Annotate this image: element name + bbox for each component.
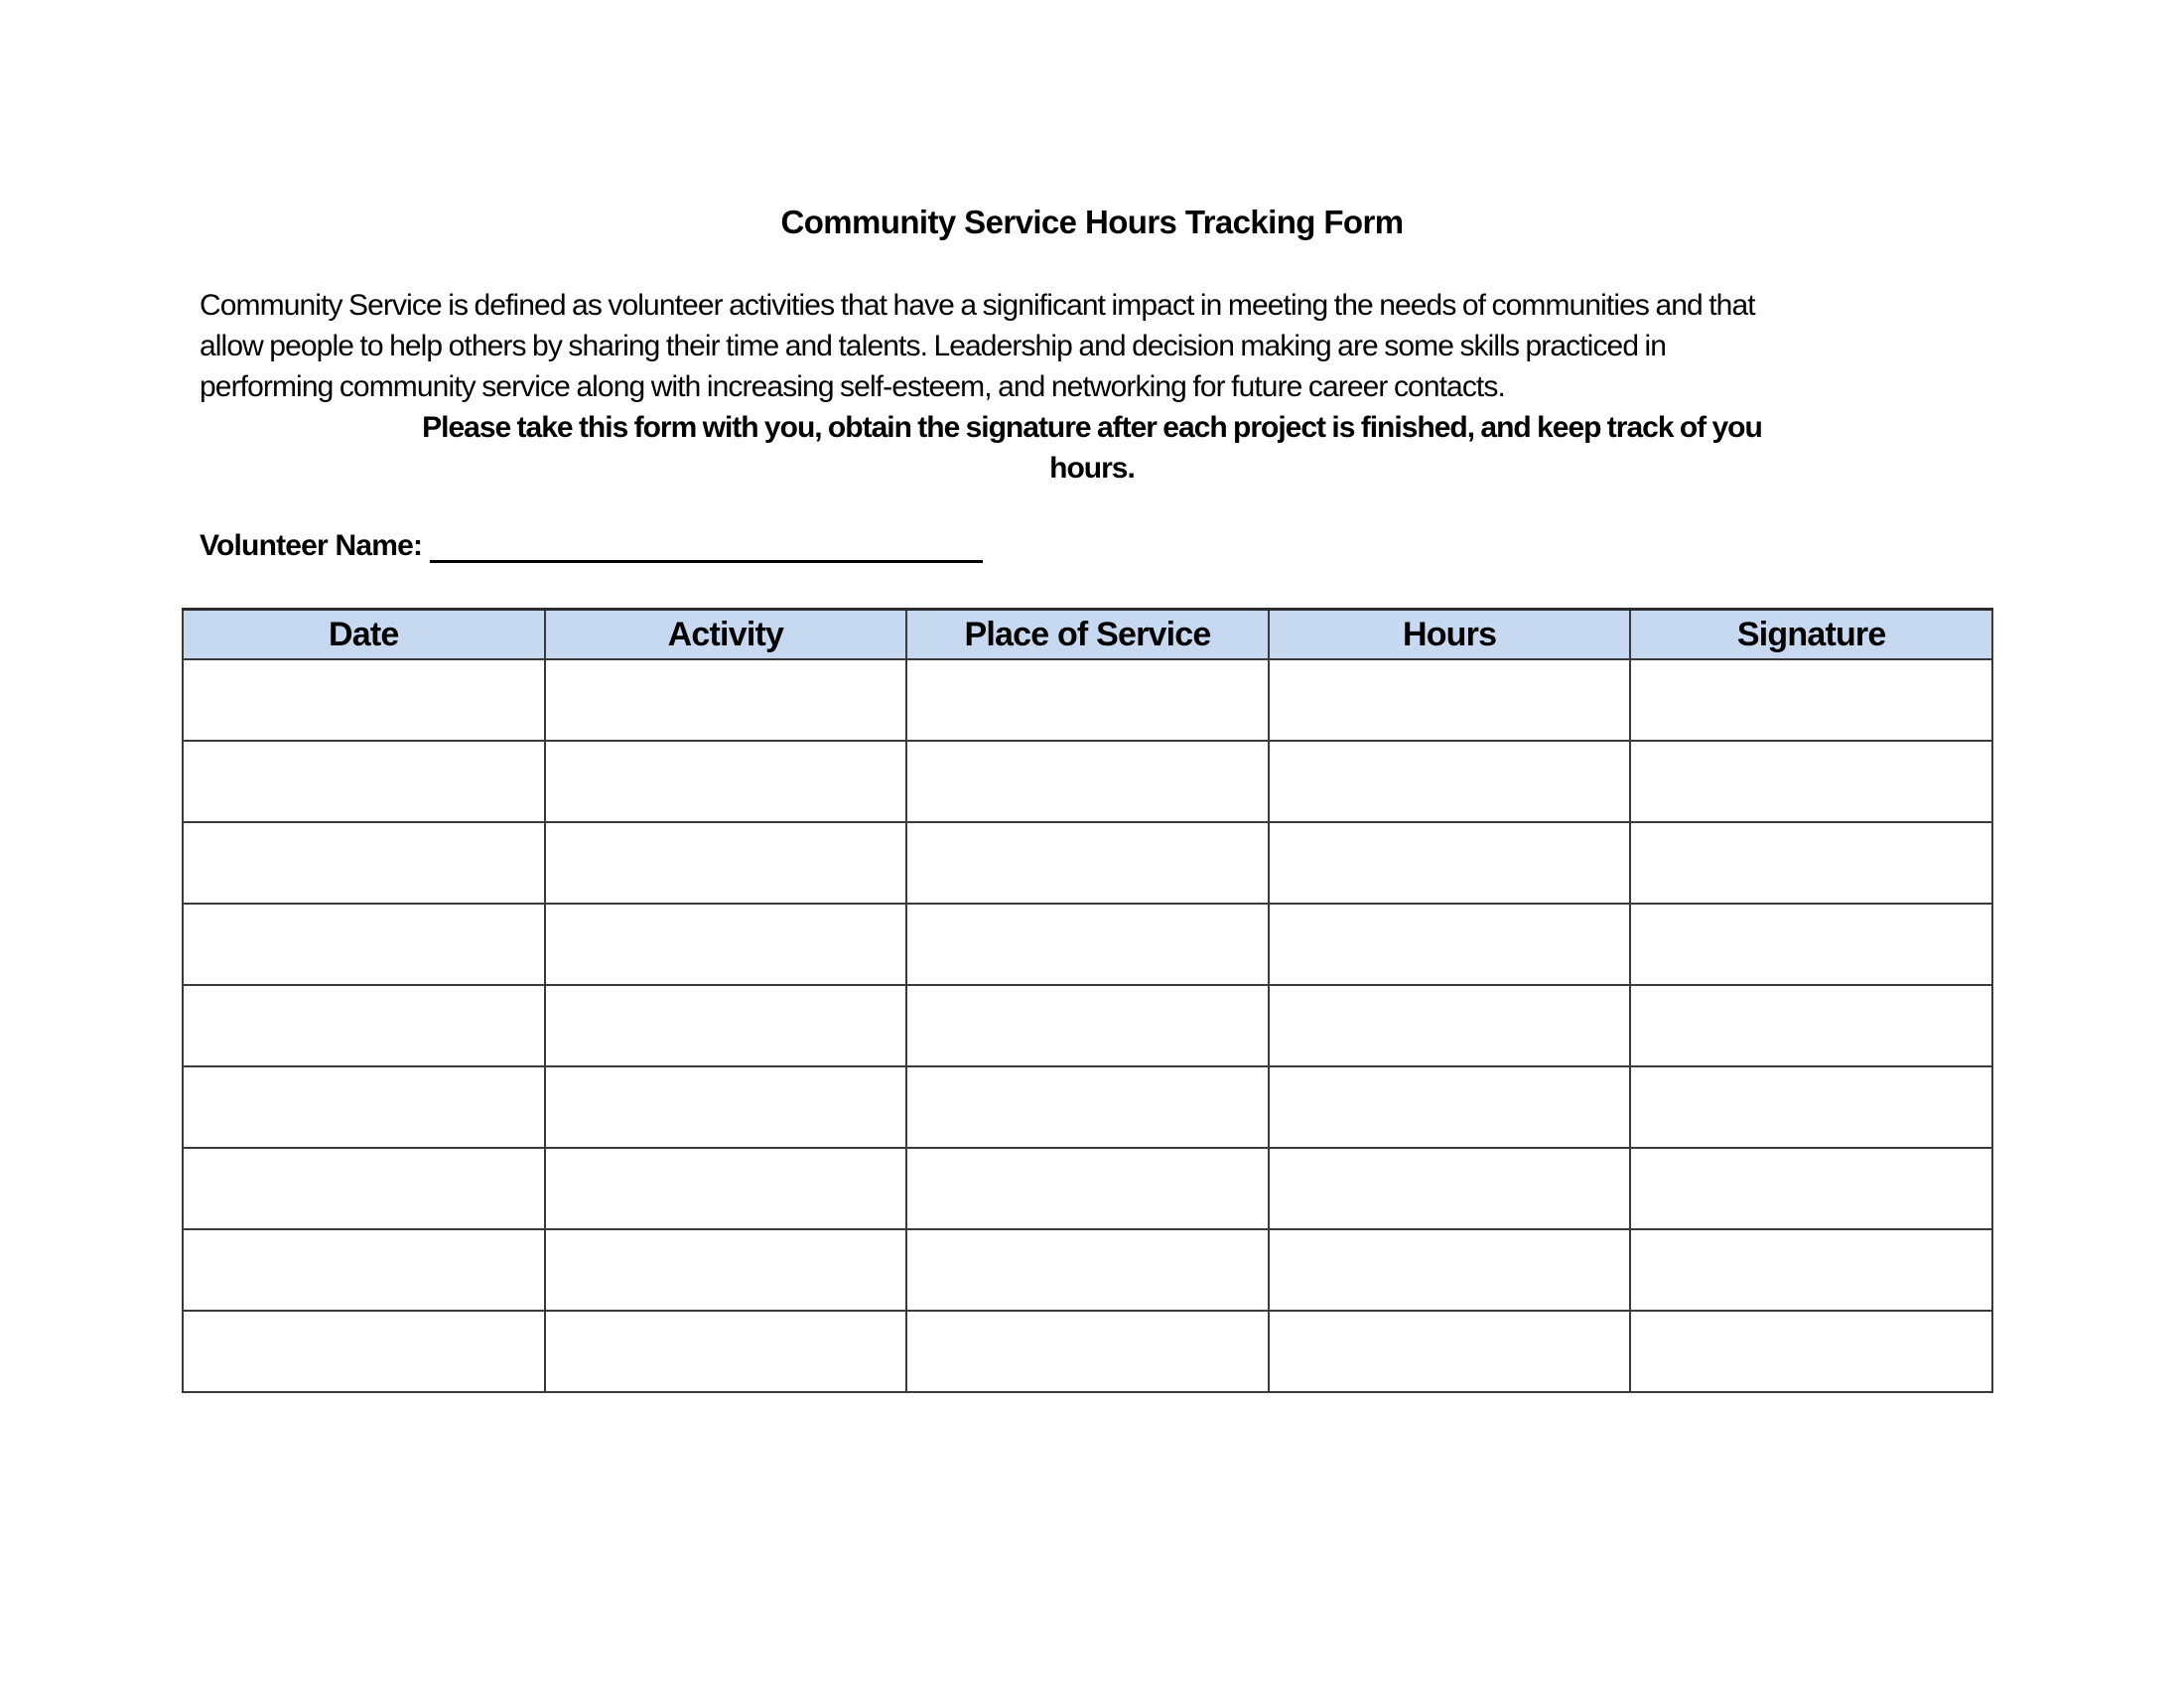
activity-cell[interactable] [545, 822, 907, 904]
hours-cell[interactable] [1269, 985, 1631, 1066]
date-cell[interactable] [183, 741, 545, 822]
intro-line: performing community service along with increasing self-esteem, and networking for future career contacts. [200, 370, 1505, 403]
instructions-notice [298, 407, 1886, 489]
hours-cell[interactable] [1269, 822, 1631, 904]
volunteer-name-field[interactable] [430, 528, 983, 563]
signature-cell[interactable] [1630, 741, 1992, 822]
date-cell[interactable] [183, 904, 545, 985]
activity-cell[interactable] [545, 1148, 907, 1229]
table-row [183, 822, 1992, 904]
hours-log-table [182, 608, 1993, 1393]
hours-cell[interactable] [1269, 659, 1631, 741]
date-cell[interactable] [183, 1311, 545, 1392]
activity-cell[interactable] [545, 985, 907, 1066]
hours-cell[interactable] [1269, 741, 1631, 822]
column-header-date: Date [183, 610, 545, 660]
intro-paragraph [200, 285, 1986, 407]
signature-cell[interactable] [1630, 822, 1992, 904]
table-row [183, 904, 1992, 985]
column-header-place-of-service: Place of Service [906, 610, 1269, 660]
date-cell[interactable] [183, 985, 545, 1066]
date-cell[interactable] [183, 822, 545, 904]
place-of-service-cell[interactable] [906, 1311, 1269, 1392]
hours-cell[interactable] [1269, 1148, 1631, 1229]
place-of-service-cell[interactable] [906, 1229, 1269, 1311]
table-row [183, 659, 1992, 741]
volunteer-name-row [200, 528, 983, 563]
hours-cell[interactable] [1269, 1311, 1631, 1392]
intro-line: allow people to help others by sharing their time and talents. Leadership and decision making are some skills practiced in [200, 330, 1667, 362]
hours-cell[interactable] [1269, 904, 1631, 985]
activity-cell[interactable] [545, 1229, 907, 1311]
place-of-service-cell[interactable] [906, 904, 1269, 985]
column-header-hours: Hours [1269, 610, 1631, 660]
signature-cell[interactable] [1630, 1311, 1992, 1392]
column-header-signature: Signature [1630, 610, 1992, 660]
notice-line: hours. [1049, 452, 1135, 485]
table-row [183, 1311, 1992, 1392]
place-of-service-cell[interactable] [906, 1066, 1269, 1148]
column-header-activity: Activity [545, 610, 907, 660]
table-body [183, 659, 1992, 1392]
form-title: Community Service Hours Tracking Form [780, 204, 1404, 240]
date-cell[interactable] [183, 659, 545, 741]
place-of-service-cell[interactable] [906, 822, 1269, 904]
table-row [183, 985, 1992, 1066]
place-of-service-cell[interactable] [906, 659, 1269, 741]
signature-cell[interactable] [1630, 1148, 1992, 1229]
activity-cell[interactable] [545, 741, 907, 822]
place-of-service-cell[interactable] [906, 741, 1269, 822]
notice-line: Please take this form with you, obtain the signature after each project is finished, and keep track of you [422, 411, 1762, 444]
activity-cell[interactable] [545, 1066, 907, 1148]
table-row [183, 1066, 1992, 1148]
signature-cell[interactable] [1630, 659, 1992, 741]
place-of-service-cell[interactable] [906, 985, 1269, 1066]
table-row [183, 1148, 1992, 1229]
table-row [183, 1229, 1992, 1311]
signature-cell[interactable] [1630, 904, 1992, 985]
hours-cell[interactable] [1269, 1066, 1631, 1148]
date-cell[interactable] [183, 1229, 545, 1311]
hours-cell[interactable] [1269, 1229, 1631, 1311]
table-header-row [183, 610, 1992, 660]
activity-cell[interactable] [545, 1311, 907, 1392]
date-cell[interactable] [183, 1148, 545, 1229]
date-cell[interactable] [183, 1066, 545, 1148]
signature-cell[interactable] [1630, 1066, 1992, 1148]
intro-line: Community Service is defined as volunteer activities that have a significant impact in meeting the needs of communities and that [200, 289, 1755, 322]
place-of-service-cell[interactable] [906, 1148, 1269, 1229]
activity-cell[interactable] [545, 904, 907, 985]
signature-cell[interactable] [1630, 985, 1992, 1066]
volunteer-name-label: Volunteer Name: [200, 529, 423, 562]
table-row [183, 741, 1992, 822]
signature-cell[interactable] [1630, 1229, 1992, 1311]
activity-cell[interactable] [545, 659, 907, 741]
